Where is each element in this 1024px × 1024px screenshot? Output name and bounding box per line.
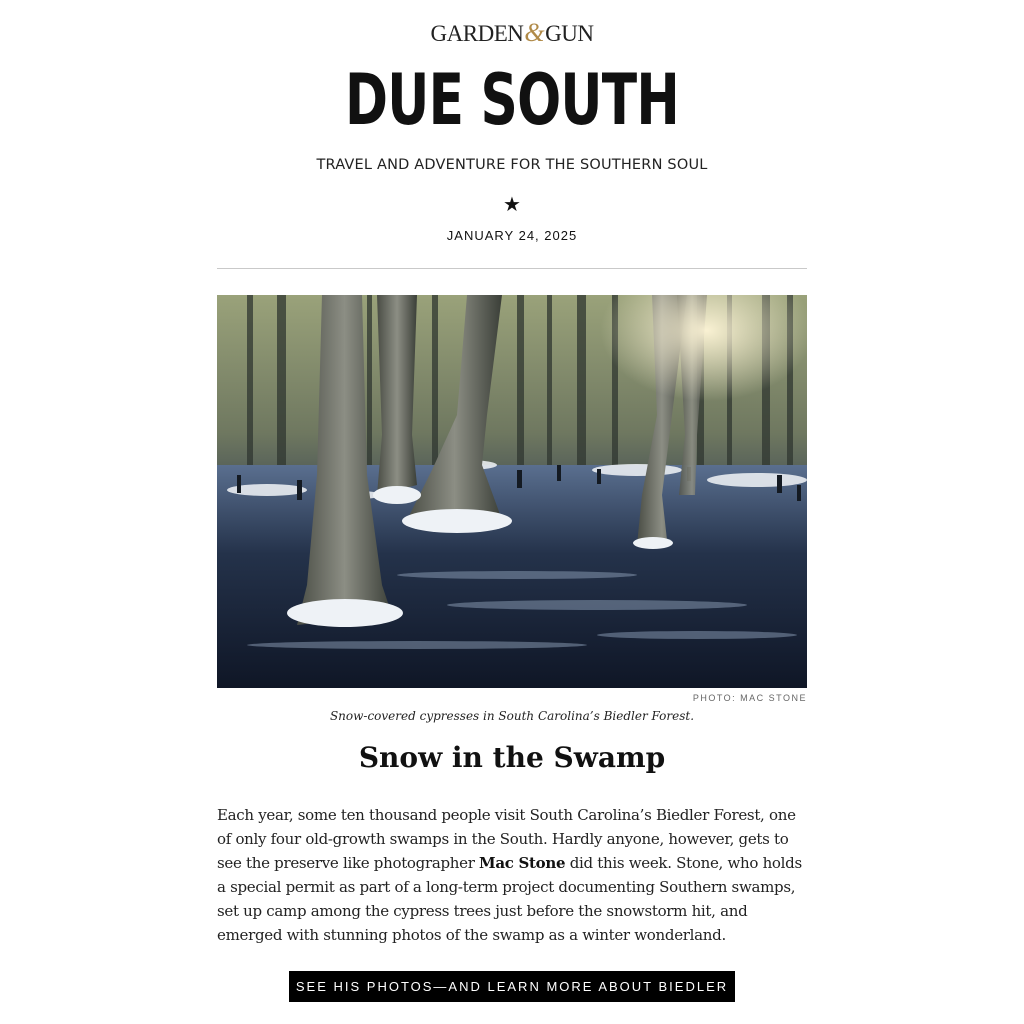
image-caption: Snow-covered cypresses in South Carolina’s Biedler Forest.: [329, 709, 695, 723]
photo-credit: PHOTO: MAC STONE: [692, 693, 807, 703]
logo-word-garden: GARDEN: [430, 21, 524, 46]
article-body-text-1: Each year, some ten thousand people visit South Carolina’s Biedler Forest, one of only four old-growth swamps in the South. Hardly anyone, however, gets to see the preserve like photographer: [217, 806, 796, 872]
logo-ampersand: &: [524, 18, 545, 47]
divider: [217, 268, 807, 269]
newsletter-title: DUE SOUTH: [345, 59, 679, 141]
newsletter-tagline: TRAVEL AND ADVENTURE FOR THE SOUTHERN SOUL: [316, 157, 708, 173]
article-body-text-2: did this week. Stone, who holds a special permit as part of a long-term project documenting Southern swamps, set up camp among the cypress trees just before the snowstorm hit, and emerged with stunning photos of the swamp as a winter wonderland.: [217, 854, 802, 944]
article-headline[interactable]: Snow in the Swamp: [358, 741, 666, 774]
garden-and-gun-logo[interactable]: [217, 18, 807, 48]
logo-word-gun: GUN: [545, 21, 594, 46]
star-icon: ★: [503, 192, 521, 216]
issue-date: JANUARY 24, 2025: [446, 228, 578, 243]
hero-image[interactable]: [217, 295, 807, 688]
article-body: [217, 803, 807, 947]
photographer-name: Mac Stone: [479, 854, 566, 872]
see-photos-button[interactable]: SEE HIS PHOTOS—AND LEARN MORE ABOUT BIEDLER: [289, 971, 735, 1002]
